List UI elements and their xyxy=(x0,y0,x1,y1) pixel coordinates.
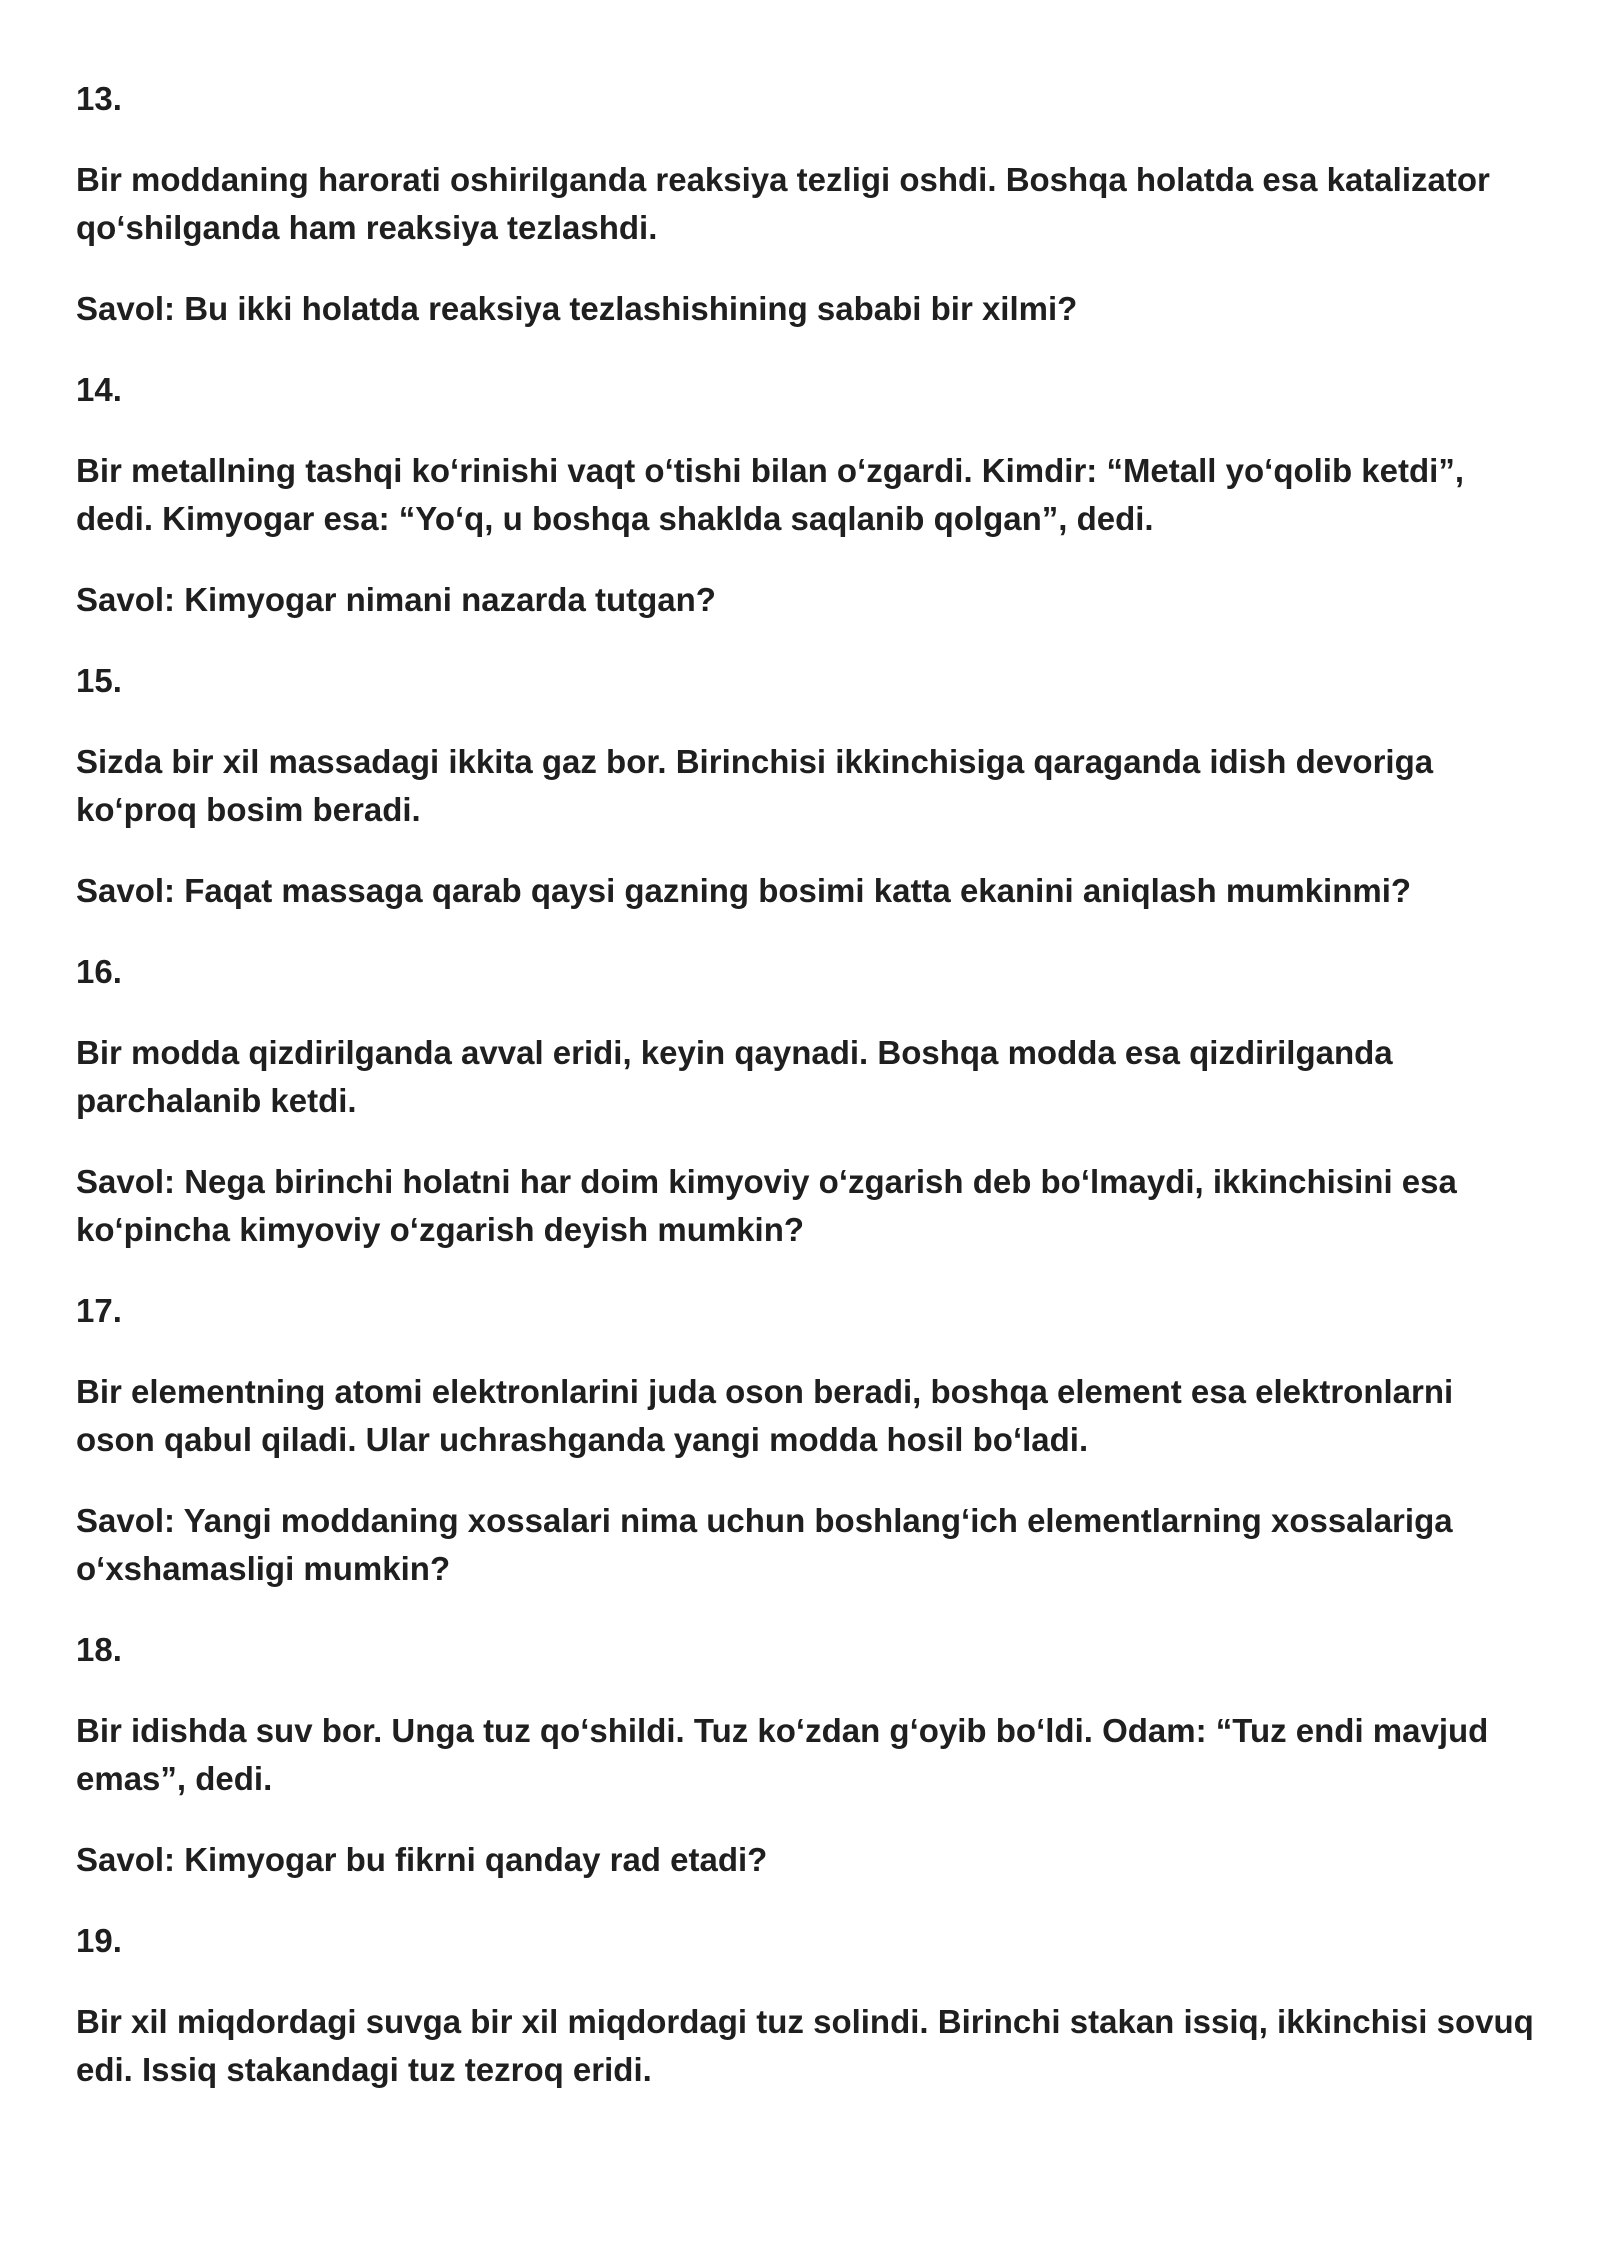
item-text: Bir metallning tashqi ko‘rinishi vaqt o‘tishi bilan o‘zgardi. Kimdir: “Metall yo‘qolib ketdi”, dedi. Kimyogar esa: “Yo‘q, u boshqa shaklda saqlanib qolgan”, dedi. xyxy=(76,452,1464,537)
question-item-18 xyxy=(76,1626,1536,1884)
item-text: Bir xil miqdordagi suvga bir xil miqdordagi tuz solindi. Birinchi stakan issiq, ikkinchisi sovuq edi. Issiq stakandagi tuz tezroq eridi. xyxy=(76,2003,1534,2088)
item-question: Savol: Faqat massaga qarab qaysi gazning bosimi katta ekanini aniqlash mumkinmi? xyxy=(76,872,1412,909)
item-number: 18. xyxy=(76,1631,122,1668)
item-question: Savol: Bu ikki holatda reaksiya tezlashishining sababi bir xilmi? xyxy=(76,290,1078,327)
question-item-13 xyxy=(76,75,1536,333)
document-content xyxy=(76,75,1536,2094)
item-text: Bir moddaning harorati oshirilganda reaksiya tezligi oshdi. Boshqa holatda esa katalizator qo‘shilganda ham reaksiya tezlashdi. xyxy=(76,161,1490,246)
question-item-19 xyxy=(76,1917,1536,2094)
item-number: 15. xyxy=(76,662,122,699)
question-item-15 xyxy=(76,657,1536,915)
item-text: Bir elementning atomi elektronlarini juda oson beradi, boshqa element esa elektronlarni oson qabul qiladi. Ular uchrashganda yangi modda hosil bo‘ladi. xyxy=(76,1373,1454,1458)
item-question: Savol: Kimyogar bu fikrni qanday rad etadi? xyxy=(76,1841,768,1878)
item-number: 14. xyxy=(76,371,122,408)
item-question: Savol: Yangi moddaning xossalari nima uchun boshlang‘ich elementlarning xossalariga o‘xshamasligi mumkin? xyxy=(76,1502,1453,1587)
item-number: 13. xyxy=(76,80,122,117)
item-question: Savol: Kimyogar nimani nazarda tutgan? xyxy=(76,581,716,618)
item-text: Sizda bir xil massadagi ikkita gaz bor. Birinchisi ikkinchisiga qaraganda idish devoriga ko‘proq bosim beradi. xyxy=(76,743,1434,828)
item-text: Bir modda qizdirilganda avval eridi, keyin qaynadi. Boshqa modda esa qizdirilganda parchalanib ketdi. xyxy=(76,1034,1393,1119)
question-item-16 xyxy=(76,948,1536,1254)
item-number: 16. xyxy=(76,953,122,990)
item-number: 17. xyxy=(76,1292,122,1329)
item-number: 19. xyxy=(76,1922,122,1959)
question-item-17 xyxy=(76,1287,1536,1593)
item-text: Bir idishda suv bor. Unga tuz qo‘shildi. Tuz ko‘zdan g‘oyib bo‘ldi. Odam: “Tuz endi mavjud emas”, dedi. xyxy=(76,1712,1489,1797)
question-item-14 xyxy=(76,366,1536,624)
item-question: Savol: Nega birinchi holatni har doim kimyoviy o‘zgarish deb bo‘lmaydi, ikkinchisini esa ko‘pincha kimyoviy o‘zgarish deyish mumkin? xyxy=(76,1163,1457,1248)
